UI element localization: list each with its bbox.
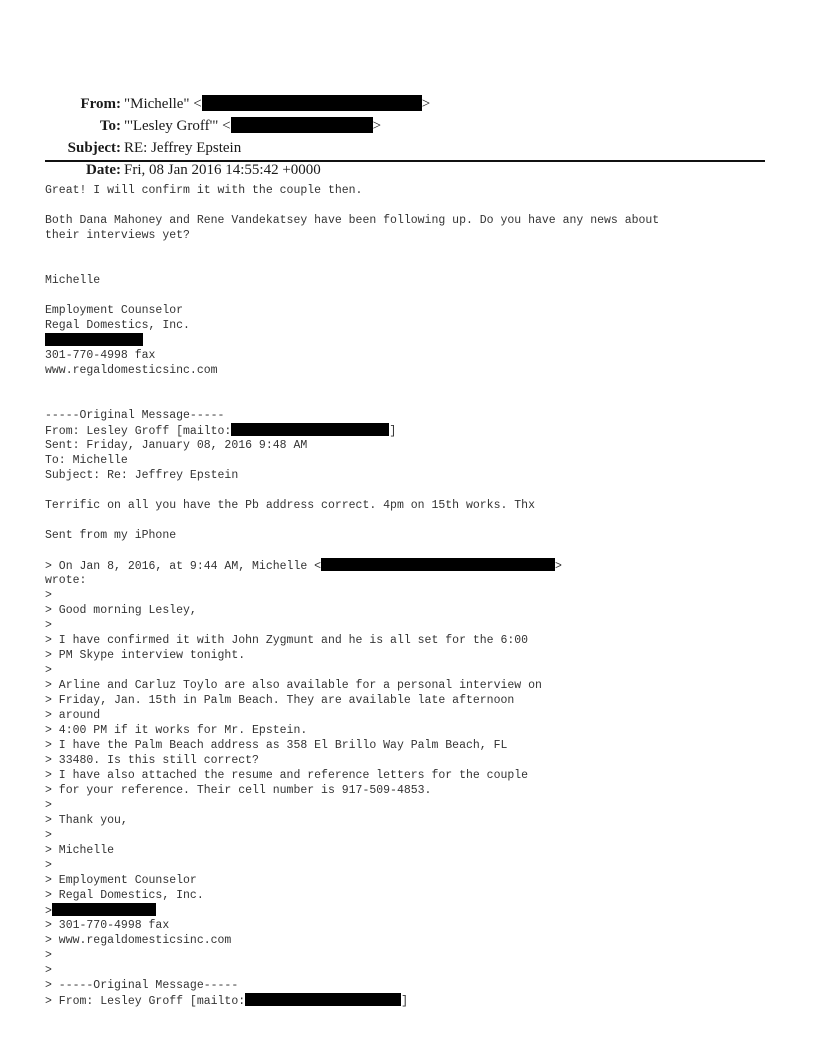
redaction-box [231, 423, 389, 436]
quoted-line: wrote: [45, 574, 87, 587]
quoted-line: > Arline and Carluz Toylo are also available for a personal interview on [45, 679, 542, 692]
quoted-line: > I have the Palm Beach address as 358 El Brillo Way Palm Beach, FL [45, 739, 508, 752]
signature-company: Regal Domestics, Inc. [45, 319, 190, 332]
subject-value: RE: Jeffrey Epstein [124, 140, 242, 156]
quoted-line: > On Jan 8, 2016, at 9:44 AM, Michelle < > [45, 560, 562, 573]
quoted-line: > [45, 619, 52, 632]
quoted-line: > 33480. Is this still correct? [45, 754, 259, 767]
quoted-line: > Regal Domestics, Inc. [45, 889, 204, 902]
signature-fax: 301-770-4998 fax [45, 349, 156, 362]
to-label: To: [99, 118, 121, 134]
quoted-line: > From: Lesley Groff [mailto: ] [45, 995, 409, 1008]
redaction-box [245, 993, 401, 1006]
quoted-line: > [45, 903, 156, 919]
quoted-line: > Employment Counselor [45, 874, 197, 887]
quoted-line: > [45, 829, 52, 842]
quoted-line: > [45, 589, 52, 602]
quoted-line: > Thank you, [45, 814, 128, 827]
signature-name: Michelle [45, 274, 101, 287]
header-from-row [0, 54, 600, 112]
signature-phone-redacted [45, 333, 143, 349]
original-to-line: To: Michelle [45, 454, 128, 467]
quoted-line: > PM Skype interview tonight. [45, 649, 246, 662]
from-label: From: [80, 96, 121, 112]
quoted-line: > 4:00 PM if it works for Mr. Epstein. [45, 724, 308, 737]
header-divider [45, 160, 765, 162]
body-line: Great! I will confirm it with the couple then. [45, 184, 363, 197]
body-line: Terrific on all you have the Pb address correct. 4pm on 15th works. Thx [45, 499, 535, 512]
to-value: "'Lesley Groff'" < > [124, 118, 382, 134]
quoted-line: > [45, 964, 52, 977]
date-value: Fri, 08 Jan 2016 14:55:42 +0000 [124, 162, 321, 178]
quoted-line: > -----Original Message----- [45, 979, 239, 992]
quoted-line: > around [45, 709, 101, 722]
quoted-line: > www.regaldomesticsinc.com [45, 934, 232, 947]
quoted-line: > 301-770-4998 fax [45, 919, 170, 932]
subject-label: Subject: [67, 140, 121, 156]
body-line: Sent from my iPhone [45, 529, 177, 542]
quoted-line: > I have also attached the resume and reference letters for the couple [45, 769, 529, 782]
quoted-line: > [45, 949, 52, 962]
quoted-line: > I have confirmed it with John Zygmunt and he is all set for the 6:00 [45, 634, 529, 647]
quoted-line: > Good morning Lesley, [45, 604, 197, 617]
quoted-line: > Friday, Jan. 15th in Palm Beach. They are available late afternoon [45, 694, 515, 707]
original-from-line: From: Lesley Groff [mailto: ] [45, 425, 397, 438]
signature-title: Employment Counselor [45, 304, 184, 317]
date-label: Date: [86, 162, 121, 178]
signature-website: www.regaldomesticsinc.com [45, 364, 218, 377]
body-line: their interviews yet? [45, 229, 190, 242]
body-line: Both Dana Mahoney and Rene Vandekatsey have been following up. Do you have any news about [45, 214, 660, 227]
quoted-line: > [45, 799, 52, 812]
original-sent-line: Sent: Friday, January 08, 2016 9:48 AM [45, 439, 308, 452]
original-subject-line: Subject: Re: Jeffrey Epstein [45, 469, 239, 482]
quoted-line: > [45, 664, 52, 677]
quoted-line: > [45, 859, 52, 872]
redaction-box [45, 333, 143, 346]
from-value: "Michelle" < > [124, 96, 431, 112]
quoted-line: > Michelle [45, 844, 115, 857]
original-message-divider: -----Original Message----- [45, 409, 225, 422]
redaction-box [52, 903, 156, 916]
redaction-box [321, 558, 555, 571]
quoted-line: > for your reference. Their cell number is 917-509-4853. [45, 784, 432, 797]
